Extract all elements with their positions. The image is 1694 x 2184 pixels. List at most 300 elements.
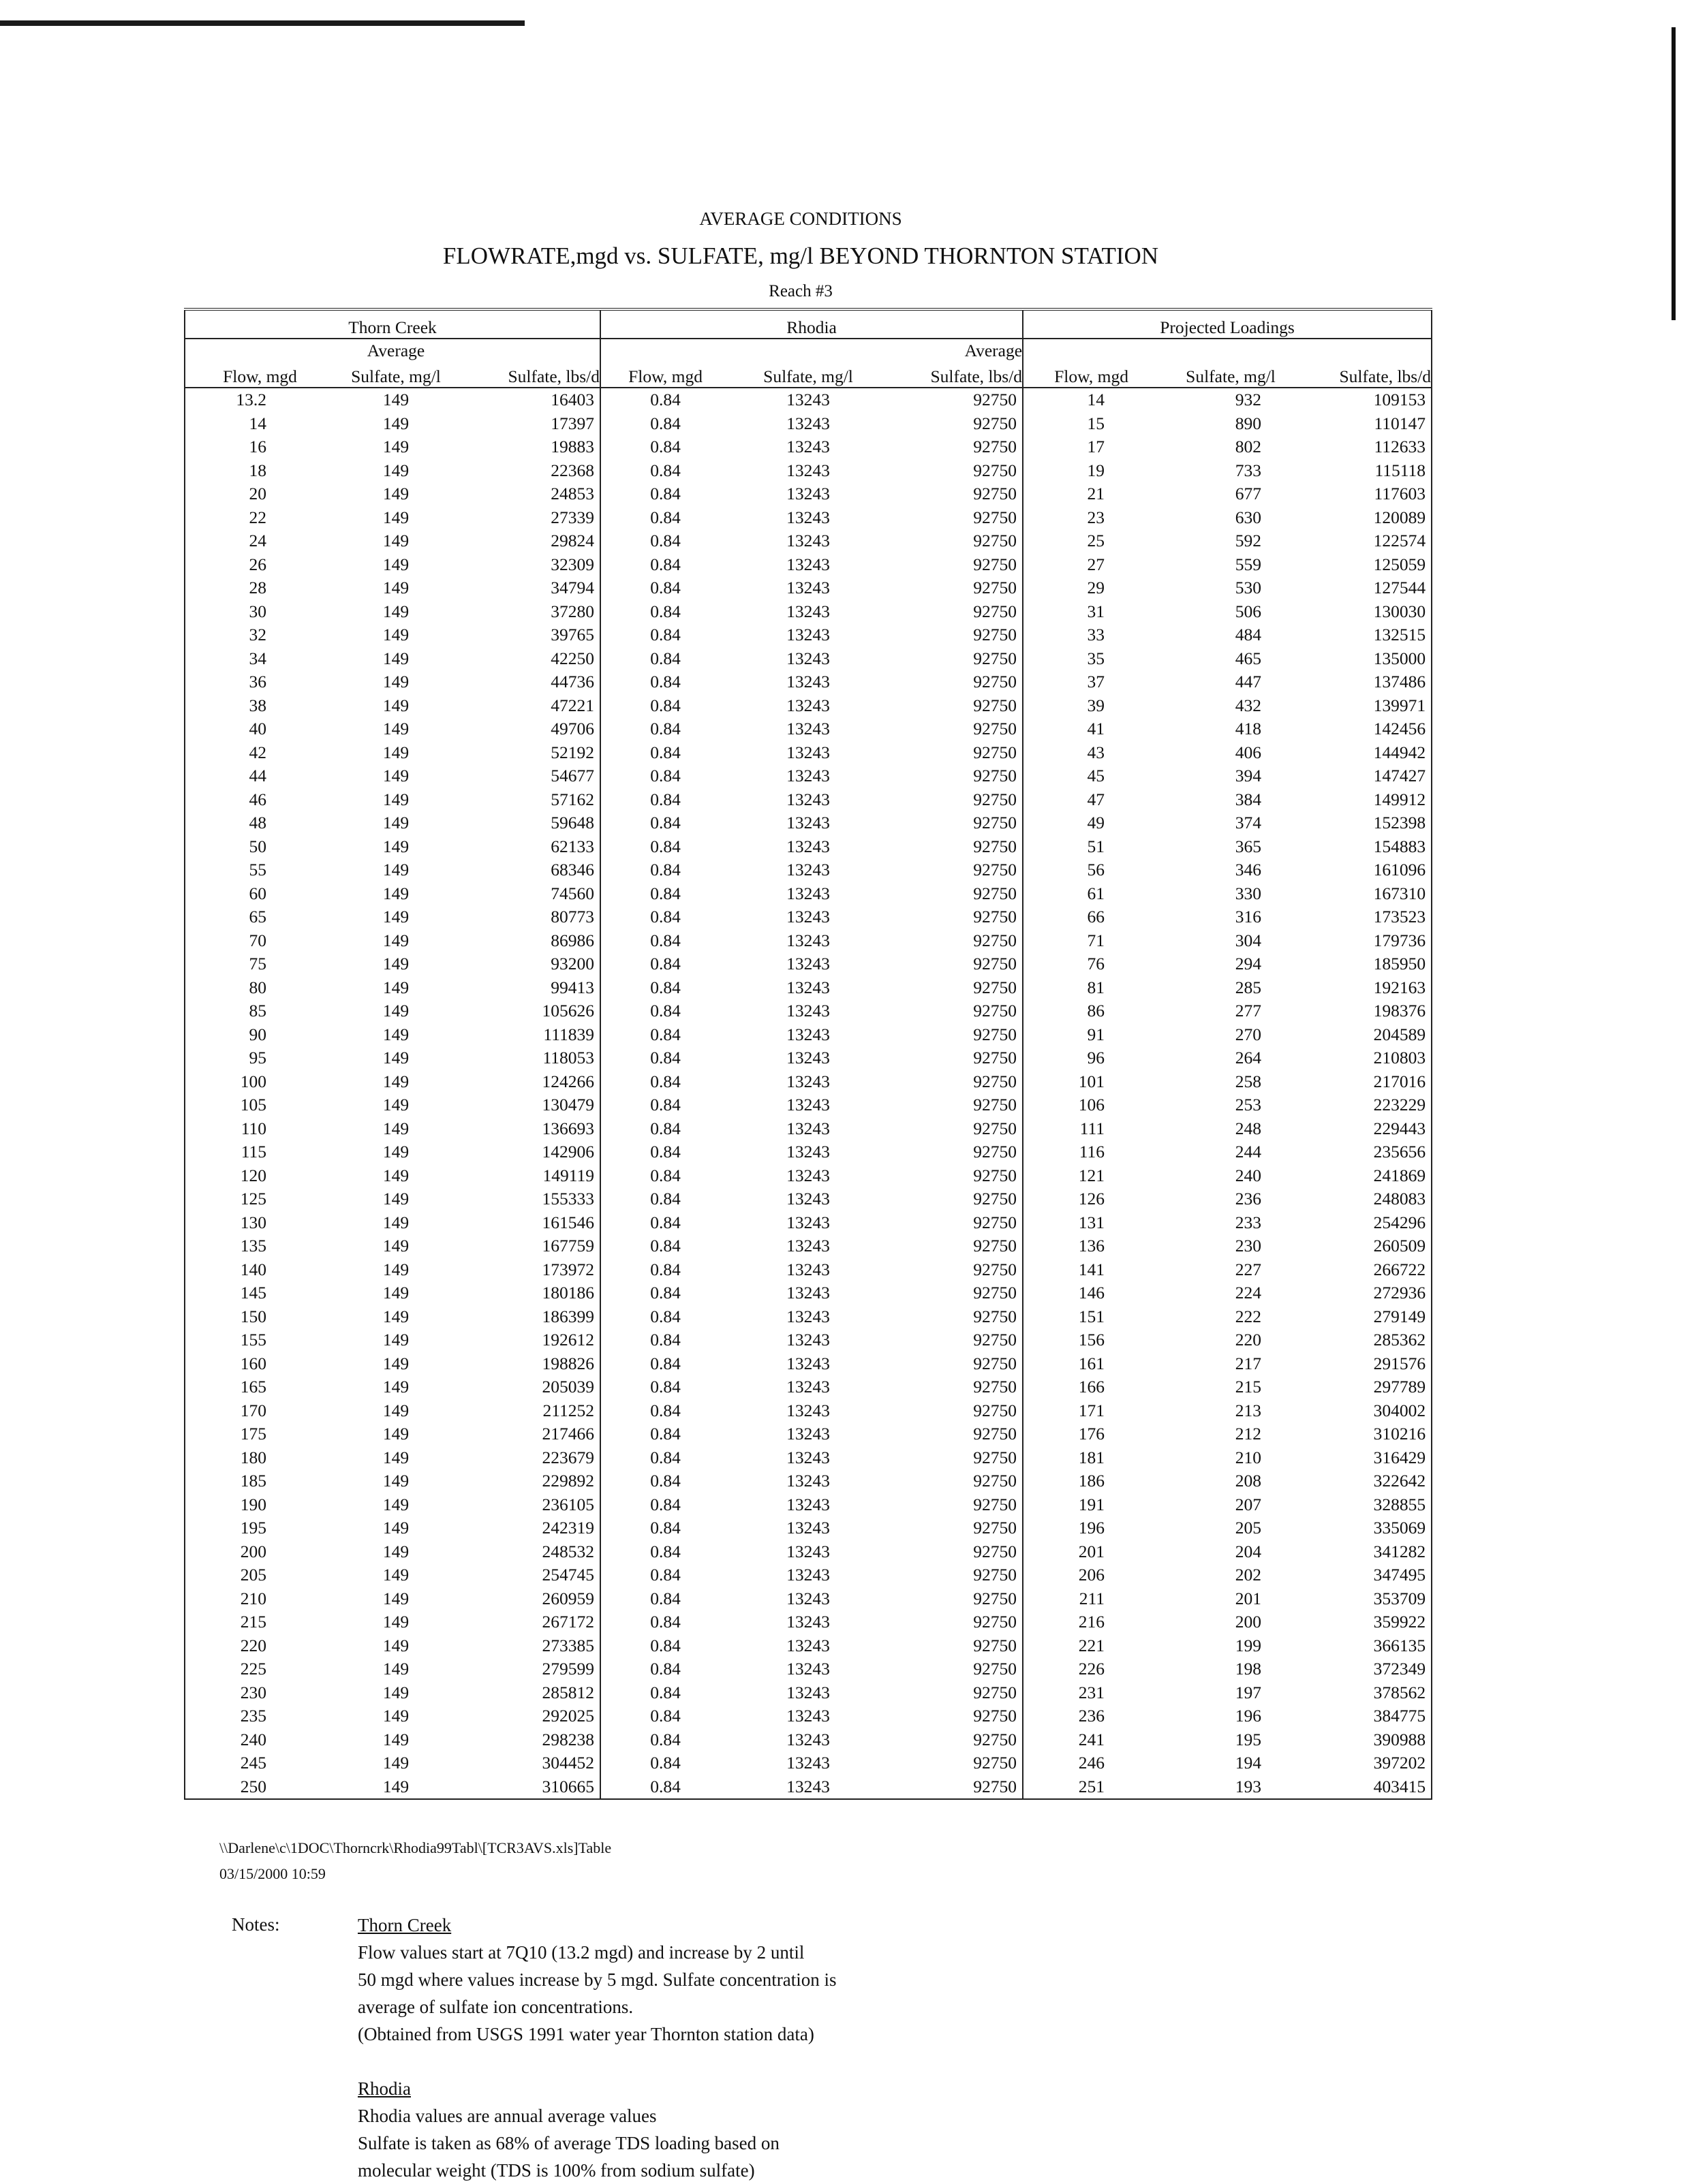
- table-cell: 186: [1078, 1471, 1105, 1491]
- table-row: [185, 482, 1432, 506]
- table-cell: 85: [185, 999, 335, 1023]
- table-row: [185, 506, 1432, 530]
- table-cell: 92750: [887, 623, 1023, 647]
- table-cell: 13243: [786, 1494, 830, 1514]
- table-cell: 217: [1235, 1353, 1262, 1373]
- table-cell: 397202: [1302, 1751, 1432, 1775]
- table-cell: 254745: [457, 1563, 600, 1587]
- table-cell: 37280: [457, 600, 600, 624]
- table-cell: 110147: [1302, 412, 1432, 436]
- table-cell: 149: [382, 1706, 410, 1726]
- table-cell: 20: [185, 482, 335, 506]
- table-cell: 149: [382, 1377, 410, 1397]
- table-cell: 346: [1235, 860, 1262, 880]
- table-row: [185, 553, 1432, 577]
- table-cell: 0.84: [650, 1424, 681, 1444]
- table-cell: 291576: [1302, 1352, 1432, 1376]
- table-cell: 33: [1087, 625, 1105, 645]
- table-cell: 25: [1087, 531, 1105, 551]
- table-cell: 223679: [457, 1446, 600, 1470]
- table-cell: 13243: [786, 1071, 830, 1091]
- table-cell: 13243: [786, 413, 830, 433]
- table-cell: 24: [185, 529, 335, 553]
- table-row: [185, 1775, 1432, 1800]
- table-cell: 235: [185, 1704, 335, 1728]
- table-body: [185, 388, 1432, 1799]
- table-cell: 13243: [786, 1048, 830, 1068]
- table-cell: 135: [185, 1234, 335, 1258]
- table-cell: 167310: [1302, 882, 1432, 906]
- table-cell: 92750: [887, 1563, 1023, 1587]
- table-cell: 92750: [887, 976, 1023, 1000]
- table-cell: 180186: [457, 1281, 600, 1305]
- table-row: [185, 905, 1432, 929]
- table-cell: 304452: [457, 1751, 600, 1775]
- table-cell: 677: [1235, 484, 1262, 504]
- table-row: [185, 741, 1432, 765]
- table-row: [185, 999, 1432, 1023]
- table-cell: 149: [382, 766, 410, 786]
- table-cell: 272936: [1302, 1281, 1432, 1305]
- table-cell: 13243: [786, 907, 830, 927]
- table-cell: 156: [1078, 1330, 1105, 1350]
- table-cell: 192163: [1302, 976, 1432, 1000]
- table-cell: 28: [185, 576, 335, 600]
- table-cell: 0.84: [650, 1447, 681, 1467]
- table-cell: 149: [382, 484, 410, 504]
- table-cell: 92750: [887, 1164, 1023, 1188]
- table-cell: 0.84: [650, 789, 681, 809]
- table-cell: 137486: [1302, 670, 1432, 694]
- table-cell: 366135: [1302, 1634, 1432, 1658]
- table-cell: 92750: [887, 1046, 1023, 1070]
- table-cell: 14: [185, 412, 335, 436]
- table-row: [185, 1187, 1432, 1211]
- table-cell: 0.84: [650, 1212, 681, 1232]
- table-cell: 92750: [887, 1093, 1023, 1117]
- table-cell: 240: [1235, 1165, 1262, 1185]
- table-cell: 59648: [457, 811, 600, 835]
- table-cell: 0.84: [650, 1071, 681, 1091]
- table-cell: 279599: [457, 1657, 600, 1681]
- table-cell: 38: [185, 694, 335, 718]
- table-cell: 149: [382, 1306, 410, 1326]
- table-cell: 13243: [786, 1729, 830, 1749]
- table-row: [185, 623, 1432, 647]
- table-cell: 13243: [786, 1706, 830, 1726]
- table-cell: 13243: [786, 742, 830, 762]
- table-cell: 160: [185, 1352, 335, 1376]
- table-cell: 0.84: [650, 601, 681, 621]
- table-cell: 161: [1078, 1353, 1105, 1373]
- table-cell: 56: [1087, 860, 1105, 880]
- table-cell: 13243: [786, 813, 830, 833]
- table-row: [185, 858, 1432, 882]
- table-cell: 304: [1235, 930, 1262, 950]
- table-cell: 13243: [786, 766, 830, 786]
- table-cell: 273385: [457, 1634, 600, 1658]
- table-cell: 92750: [887, 1234, 1023, 1258]
- table-cell: 92750: [887, 1375, 1023, 1399]
- table-cell: 111: [1079, 1118, 1105, 1138]
- table-cell: 13243: [786, 977, 830, 997]
- table-cell: 92750: [887, 435, 1023, 459]
- table-cell: 32: [185, 623, 335, 647]
- table-cell: 13243: [786, 1565, 830, 1585]
- table-row: [185, 1093, 1432, 1117]
- table-cell: 223229: [1302, 1093, 1432, 1117]
- notes-block: [358, 1912, 971, 2184]
- table-cell: 39765: [457, 623, 600, 647]
- table-cell: 27: [1087, 554, 1105, 574]
- table-cell: 266722: [1302, 1258, 1432, 1282]
- table-cell: 149: [382, 625, 410, 645]
- table-cell: 120089: [1302, 506, 1432, 530]
- table-cell: 92750: [887, 788, 1023, 812]
- table-cell: 95: [185, 1046, 335, 1070]
- table-cell: 92750: [887, 1399, 1023, 1423]
- table-row: [185, 1704, 1432, 1728]
- table-cell: 229443: [1302, 1117, 1432, 1141]
- table-cell: 0.84: [650, 578, 681, 598]
- table-cell: 92750: [887, 1587, 1023, 1611]
- table-cell: 465: [1235, 648, 1262, 668]
- column-header: Sulfate, lbs/d: [457, 361, 600, 388]
- table-cell: 195: [1235, 1729, 1262, 1749]
- table-cell: 13243: [786, 460, 830, 480]
- table-cell: 0.84: [650, 977, 681, 997]
- table-row: [185, 835, 1432, 859]
- file-date: 03/15/2000 10:59: [219, 1865, 326, 1882]
- table-cell: 39: [1087, 695, 1105, 715]
- table-cell: 418: [1235, 719, 1262, 739]
- table-cell: 353709: [1302, 1587, 1432, 1611]
- table-cell: 70: [185, 929, 335, 953]
- table-cell: 13243: [786, 1330, 830, 1350]
- table-cell: 124266: [457, 1070, 600, 1094]
- table-cell: 142456: [1302, 717, 1432, 741]
- table-cell: 0.84: [650, 625, 681, 645]
- table-cell: 13243: [786, 601, 830, 621]
- table-cell: 372349: [1302, 1657, 1432, 1681]
- table-cell: 65: [185, 905, 335, 929]
- table-cell: 92750: [887, 1352, 1023, 1376]
- table-cell: 31: [1087, 601, 1105, 621]
- table-cell: 149: [382, 719, 410, 739]
- group-header-thorn-creek: Thorn Creek: [185, 309, 600, 339]
- table-row: [185, 459, 1432, 483]
- notes-rhodia-heading: Rhodia: [358, 2078, 411, 2099]
- table-cell: 233: [1235, 1212, 1262, 1232]
- table-cell: 125059: [1302, 553, 1432, 577]
- table-cell: 248083: [1302, 1187, 1432, 1211]
- table-cell: 92750: [887, 1469, 1023, 1493]
- table-cell: 250: [185, 1775, 335, 1800]
- table-row: [185, 1587, 1432, 1611]
- table-cell: 197: [1235, 1682, 1262, 1702]
- table-cell: 44736: [457, 670, 600, 694]
- table-cell: 165: [185, 1375, 335, 1399]
- table-cell: 149: [382, 648, 410, 668]
- table-cell: 145: [185, 1281, 335, 1305]
- column-header: Sulfate, lbs/d: [1302, 361, 1432, 388]
- table-row: [185, 1234, 1432, 1258]
- table-cell: 176: [1078, 1424, 1105, 1444]
- table-cell: 347495: [1302, 1563, 1432, 1587]
- table-cell: 149: [382, 1753, 410, 1773]
- table-cell: 166: [1078, 1377, 1105, 1397]
- table-row: [185, 1117, 1432, 1141]
- table-cell: 192612: [457, 1328, 600, 1352]
- table-cell: 559: [1235, 554, 1262, 574]
- table-cell: 13243: [786, 1447, 830, 1467]
- table-cell: 161096: [1302, 858, 1432, 882]
- table-cell: 0.84: [650, 813, 681, 833]
- table-cell: 92750: [887, 1728, 1023, 1752]
- table-cell: 140: [185, 1258, 335, 1282]
- table-cell: 92750: [887, 459, 1023, 483]
- table-cell: 13243: [786, 625, 830, 645]
- average-label-thorn: Average: [367, 341, 425, 360]
- table-cell: 0.84: [650, 1518, 681, 1538]
- table-cell: 270: [1235, 1024, 1262, 1044]
- table-cell: 13243: [786, 1541, 830, 1561]
- table-cell: 92750: [887, 1446, 1023, 1470]
- table-cell: 0.84: [650, 742, 681, 762]
- table-cell: 196: [1235, 1706, 1262, 1726]
- table-row: [185, 1070, 1432, 1094]
- table-cell: 34794: [457, 576, 600, 600]
- table-cell: 149: [382, 1729, 410, 1749]
- notes-line: Rhodia values are annual average values: [358, 2106, 657, 2126]
- table-cell: 220: [185, 1634, 335, 1658]
- table-cell: 0.84: [650, 484, 681, 504]
- table-cell: 118053: [457, 1046, 600, 1070]
- table-cell: 139971: [1302, 694, 1432, 718]
- table-cell: 294: [1235, 954, 1262, 974]
- table-cell: 92750: [887, 952, 1023, 976]
- table-cell: 0.84: [650, 507, 681, 527]
- table-cell: 51: [1087, 836, 1105, 856]
- table-cell: 127544: [1302, 576, 1432, 600]
- table-cell: 0.84: [650, 1377, 681, 1397]
- table-cell: 19883: [457, 435, 600, 459]
- table-cell: 0.84: [650, 1024, 681, 1044]
- table-cell: 277: [1235, 1001, 1262, 1021]
- table-cell: 191: [1078, 1494, 1105, 1514]
- table-cell: 92750: [887, 929, 1023, 953]
- table-cell: 48: [185, 811, 335, 835]
- table-row: [185, 1399, 1432, 1423]
- table-cell: 149: [382, 1118, 410, 1138]
- table-cell: 16: [185, 435, 335, 459]
- table-cell: 23: [1087, 507, 1105, 527]
- table-row: [185, 1328, 1432, 1352]
- table-cell: 149: [382, 789, 410, 809]
- table-cell: 15: [1087, 413, 1105, 433]
- table-cell: 225: [185, 1657, 335, 1681]
- table-cell: 194: [1235, 1753, 1262, 1773]
- table-cell: 149: [382, 672, 410, 692]
- table-cell: 207: [1235, 1494, 1262, 1514]
- table-cell: 149: [382, 1095, 410, 1115]
- table-cell: 136693: [457, 1117, 600, 1141]
- table-cell: 204589: [1302, 1023, 1432, 1047]
- table-cell: 335069: [1302, 1516, 1432, 1540]
- table-cell: 47221: [457, 694, 600, 718]
- table-cell: 13243: [786, 789, 830, 809]
- table-cell: 0.84: [650, 1729, 681, 1749]
- table-cell: 29824: [457, 529, 600, 553]
- table-row: [185, 1493, 1432, 1517]
- table-row: [185, 670, 1432, 694]
- table-cell: 151: [1078, 1306, 1105, 1326]
- table-cell: 0.84: [600, 1775, 730, 1800]
- table-cell: 92750: [887, 388, 1023, 412]
- table-cell: 92750: [887, 1211, 1023, 1235]
- table-cell: 211: [1079, 1588, 1105, 1608]
- table-cell: 13243: [786, 1306, 830, 1326]
- table-cell: 13243: [786, 531, 830, 551]
- table-cell: 135000: [1302, 647, 1432, 671]
- table-cell: 0.84: [650, 1189, 681, 1209]
- table-cell: 0.84: [650, 1588, 681, 1608]
- table-cell: 173523: [1302, 905, 1432, 929]
- table-cell: 80: [185, 976, 335, 1000]
- table-cell: 149: [382, 1024, 410, 1044]
- table-row: [185, 1258, 1432, 1282]
- table-cell: 394: [1235, 766, 1262, 786]
- table-cell: 112633: [1302, 435, 1432, 459]
- table-cell: 149: [382, 1424, 410, 1444]
- column-header: Flow, mgd: [185, 361, 335, 388]
- table-cell: 13243: [786, 1212, 830, 1232]
- table-cell: 200: [1235, 1612, 1262, 1632]
- table-cell: 0.84: [650, 1283, 681, 1303]
- table-cell: 13243: [786, 695, 830, 715]
- table-cell: 149: [382, 1541, 410, 1561]
- table-cell: 241869: [1302, 1164, 1432, 1188]
- table-cell: 13243: [786, 1659, 830, 1679]
- table-cell: 149: [382, 1259, 410, 1279]
- table-cell: 121: [1078, 1165, 1105, 1185]
- table-cell: 125: [185, 1187, 335, 1211]
- table-row: [185, 764, 1432, 788]
- table-cell: 0.84: [650, 1471, 681, 1491]
- table-cell: 66: [1087, 907, 1105, 927]
- group-header-projected-loadings: Projected Loadings: [1023, 309, 1432, 339]
- table-cell: 0.84: [650, 1048, 681, 1068]
- table-cell: 330: [1235, 883, 1262, 903]
- table-cell: 149: [382, 1048, 410, 1068]
- table-cell: 179736: [1302, 929, 1432, 953]
- table-cell: 35: [1087, 648, 1105, 668]
- table-cell: 13243: [786, 1424, 830, 1444]
- table-row: [185, 1422, 1432, 1446]
- table-cell: 149: [382, 883, 410, 903]
- table-cell: 13243: [786, 1283, 830, 1303]
- table-cell: 484: [1235, 625, 1262, 645]
- table-cell: 0.84: [650, 1259, 681, 1279]
- table-cell: 16403: [457, 388, 600, 412]
- table-cell: 167759: [457, 1234, 600, 1258]
- table-cell: 71: [1087, 930, 1105, 950]
- column-header: Sulfate, mg/l: [1159, 361, 1302, 388]
- table-cell: 210: [185, 1587, 335, 1611]
- table-cell: 0.84: [650, 1753, 681, 1773]
- table-row: [185, 1751, 1432, 1775]
- table-cell: 99413: [457, 976, 600, 1000]
- table-cell: 92750: [887, 1281, 1023, 1305]
- table-cell: 49706: [457, 717, 600, 741]
- table-cell: 43: [1087, 742, 1105, 762]
- table-cell: 186399: [457, 1305, 600, 1329]
- table-cell: 241: [1078, 1729, 1105, 1749]
- table-cell: 13243: [786, 1259, 830, 1279]
- table-cell: 76: [1087, 954, 1105, 974]
- table-cell: 13243: [786, 1682, 830, 1702]
- table-cell: 0.84: [650, 1306, 681, 1326]
- table-cell: 147427: [1302, 764, 1432, 788]
- table-row: [185, 929, 1432, 953]
- table-cell: 68346: [457, 858, 600, 882]
- column-header: Flow, mgd: [600, 361, 730, 388]
- table-row: [185, 1211, 1432, 1235]
- table-cell: 149: [382, 1447, 410, 1467]
- table-cell: 285: [1235, 977, 1262, 997]
- table-cell: 390988: [1302, 1728, 1432, 1752]
- table-cell: 126: [1078, 1189, 1105, 1209]
- table-cell: 215: [185, 1610, 335, 1634]
- table-cell: 198826: [457, 1352, 600, 1376]
- notes-thorn-heading: Thorn Creek: [358, 1915, 452, 1935]
- table-row: [185, 1046, 1432, 1070]
- table-cell: 149: [382, 1400, 410, 1420]
- table-cell: 92750: [887, 1493, 1023, 1517]
- table-cell: 0.84: [650, 1330, 681, 1350]
- table-cell: 92750: [887, 1258, 1023, 1282]
- table-cell: 132515: [1302, 623, 1432, 647]
- table-row: [185, 811, 1432, 835]
- table-cell: 149: [382, 531, 410, 551]
- table-cell: 230: [185, 1681, 335, 1705]
- table-cell: 208: [1235, 1471, 1262, 1491]
- table-cell: 149: [382, 930, 410, 950]
- table-cell: 13243: [786, 1753, 830, 1773]
- table-row: [185, 576, 1432, 600]
- table-cell: 92750: [887, 1657, 1023, 1681]
- table-cell: 57162: [457, 788, 600, 812]
- table-row: [185, 1281, 1432, 1305]
- reach-label: Reach #3: [769, 282, 833, 300]
- table-cell: 149: [382, 1142, 410, 1162]
- table-cell: 253: [1235, 1095, 1262, 1115]
- table-cell: 592: [1235, 531, 1262, 551]
- table-cell: 13243: [786, 1165, 830, 1185]
- table-cell: 62133: [457, 835, 600, 859]
- table-cell: 378562: [1302, 1681, 1432, 1705]
- table-cell: 242319: [457, 1516, 600, 1540]
- table-cell: 13243: [786, 1635, 830, 1655]
- table-cell: 91: [1087, 1024, 1105, 1044]
- table-cell: 92750: [887, 600, 1023, 624]
- table-cell: 932: [1235, 390, 1262, 410]
- table-cell: 244: [1235, 1142, 1262, 1162]
- table-cell: 92750: [887, 694, 1023, 718]
- table-cell: 260509: [1302, 1234, 1432, 1258]
- table-cell: 49: [1087, 813, 1105, 833]
- table-cell: 201: [1235, 1588, 1262, 1608]
